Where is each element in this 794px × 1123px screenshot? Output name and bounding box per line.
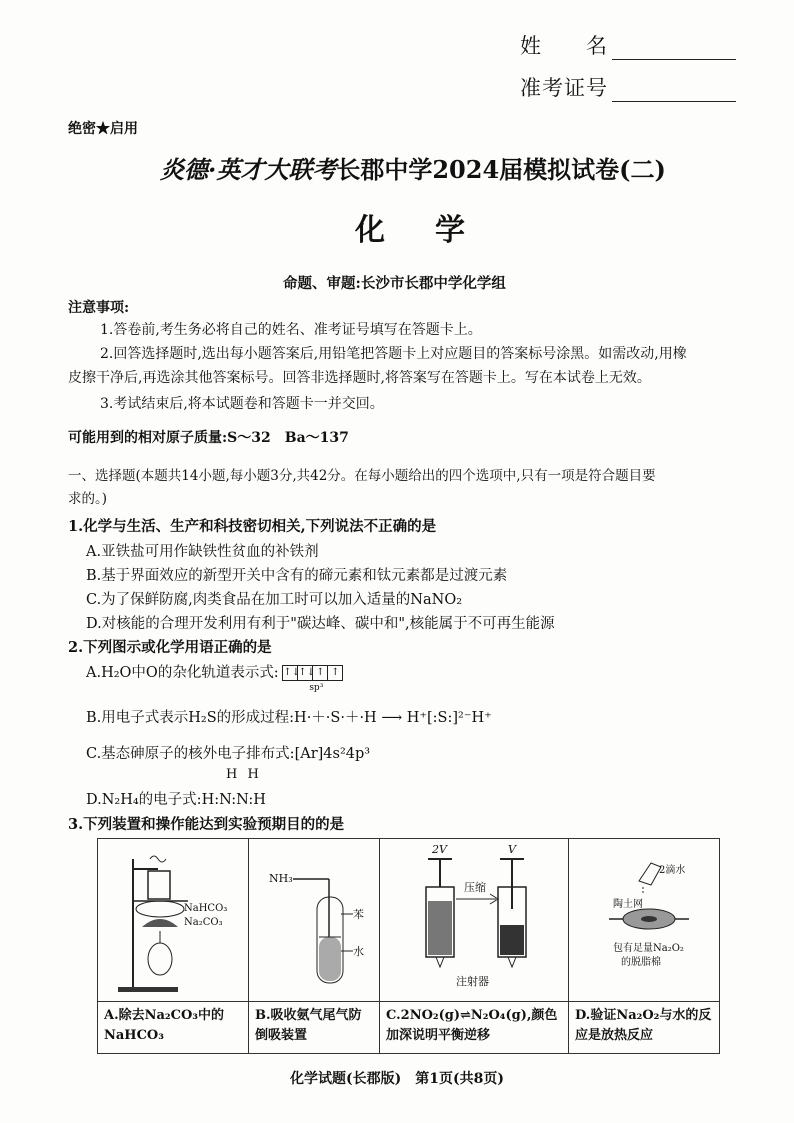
name-field xyxy=(520,30,736,60)
page-footer: 化学试题(长郡版) 第1页(共8页) xyxy=(290,1071,504,1087)
label-cotton-2: 的脱脂棉 xyxy=(621,957,661,968)
note-item: 2.回答选择题时,选出每小题答案后,用铅笔把答题卡上对应题目的答案标号涂黑。如需改动,用橡 xyxy=(100,346,687,362)
setter-line: 命题、审题:长沙市长郡中学化学组 xyxy=(283,275,506,292)
caption-c: C.2NO₂(g)⇌N₂O₄(g),颜色加深说明平衡逆移 xyxy=(380,1002,569,1054)
subject-title: 化 学 xyxy=(355,213,475,248)
label-compress: 压缩 xyxy=(464,881,486,894)
apparatus-d xyxy=(569,839,720,1002)
q3-title: 3.下列装置和操作能达到实验预期目的的是 xyxy=(68,816,345,833)
label-cotton: 包有足量Na₂O₂ xyxy=(613,943,684,954)
apparatus-b xyxy=(249,839,380,1002)
label-v: V xyxy=(508,843,516,856)
q2-option-c: C.基态砷原子的核外电子排布式:[Ar]4s²4p³ xyxy=(86,746,371,762)
label-nh3: NH₃ xyxy=(269,872,293,885)
q2-option-b xyxy=(86,706,492,727)
caption-d: D.验证Na₂O₂与水的反应是放热反应 xyxy=(569,1002,720,1054)
orbital-box: ↑ xyxy=(327,665,343,681)
label-2v: 2V xyxy=(432,843,447,856)
id-label: 准考证号 xyxy=(520,76,608,100)
apparatus-c xyxy=(380,839,569,1002)
q2-a-text: A.H₂O中O的杂化轨道表示式: xyxy=(86,665,279,681)
q1-title: 1.化学与生活、生产和科技密切相关,下列说法不正确的是 xyxy=(68,518,437,535)
label-drops: 2滴水 xyxy=(659,865,686,876)
exam-title-main: 长郡中学2024届模拟试卷(二) xyxy=(336,155,666,184)
q2-title: 2.下列图示或化学用语正确的是 xyxy=(68,639,272,656)
caption-b: B.吸收氨气尾气防倒吸装置 xyxy=(249,1002,380,1054)
caption-a: A.除去Na₂CO₃中的NaHCO₃ xyxy=(98,1002,249,1054)
id-field xyxy=(520,72,736,102)
label-gauze: 陶土网 xyxy=(613,899,643,910)
note-item: 1.答卷前,考生务必将自己的姓名、准考证号填写在答题卡上。 xyxy=(100,322,482,338)
label-syringe: 注射器 xyxy=(456,975,489,988)
q1-option-d: D.对核能的合理开发利用有利于"碳达峰、碳中和",核能属于不可再生能源 xyxy=(86,616,555,632)
n2h4-formula: H:N:N:H xyxy=(201,792,266,808)
na2o2-test-icon xyxy=(569,839,719,997)
label-nahco3: NaHCO₃ xyxy=(184,903,228,914)
notes-title: 注意事项: xyxy=(68,300,130,316)
q2-b-text: B.用电子式表示H₂S的形成过程: xyxy=(86,710,295,726)
orbital-box: ↑ xyxy=(312,665,328,681)
sp3-label: sp³ xyxy=(309,683,324,693)
atomic-mass: 可能用到的相对原子质量:S～32 Ba～137 xyxy=(68,430,349,446)
q2-option-d xyxy=(86,788,266,809)
orbital-box: ↑↓ xyxy=(297,665,313,681)
orbital-diagram xyxy=(283,665,343,693)
orbital-box: ↑↓ xyxy=(282,665,298,681)
exam-title-prefix: 炎德·英才大联考 xyxy=(160,155,337,184)
exam-title xyxy=(160,150,666,185)
note-item: 3.考试结束后,将本试题卷和答题卡一并交回。 xyxy=(100,396,384,412)
name-blank[interactable] xyxy=(612,37,736,60)
heating-apparatus-icon xyxy=(98,839,248,997)
name-label: 姓 名 xyxy=(520,34,608,58)
n2h4-top-h: H H xyxy=(226,767,262,782)
q1-option-c: C.为了保鲜防腐,肉类食品在加工时可以加入适量的NaNO₂ xyxy=(86,592,463,608)
section-heading-2: 求的。) xyxy=(68,491,108,507)
apparatus-a xyxy=(98,839,249,1002)
secret-mark: 绝密★启用 xyxy=(68,121,138,137)
id-blank[interactable] xyxy=(612,79,736,102)
apparatus-table xyxy=(97,838,720,1054)
q1-option-a: A.亚铁盐可用作缺铁性贫血的补铁剂 xyxy=(86,544,319,560)
section-heading: 一、选择题(本题共14小题,每小题3分,共42分。在每小题给出的四个选项中,只有一项是符合题目要 xyxy=(68,468,656,484)
h2s-formation: H·＋·S·＋·H ⟶ H⁺[:S:]²⁻H⁺ xyxy=(294,710,492,726)
label-water: 水 xyxy=(353,945,364,958)
note-item: 皮擦干净后,再选涂其他答案标号。回答非选择题时,将答案写在答题卡上。写在本试卷上无效。 xyxy=(68,370,651,386)
label-na2co3: Na₂CO₃ xyxy=(184,917,223,928)
q2-option-a xyxy=(86,661,343,693)
q2-d-text: D.N₂H₄的电子式: xyxy=(86,792,202,808)
label-benzene: 苯 xyxy=(353,908,364,921)
q1-option-b: B.基于界面效应的新型开关中含有的碲元素和钛元素都是过渡元素 xyxy=(86,568,508,584)
